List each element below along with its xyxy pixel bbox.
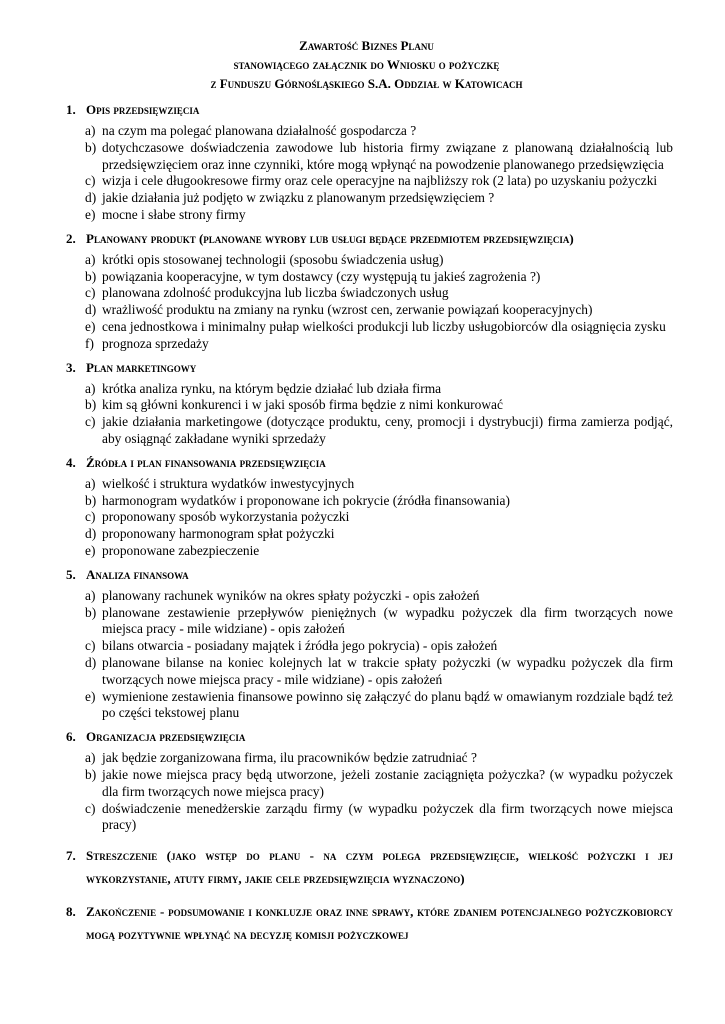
title-line-1: Zawartość Biznes Planu (299, 38, 434, 53)
title-line-2: stanowiącego załącznik do Wniosku o pożyczkę (233, 57, 500, 72)
list-item (85, 190, 673, 207)
list-item (85, 476, 673, 493)
item-text: powiązania kooperacyjne, w tym dostawcy (czy występują tu jakieś zagrożenia ?) (102, 268, 541, 284)
item-text: cena jednostkowa i minimalny pułap wielkości produkcji lub liczby usługobiorców dla osiągnięcia zysku (102, 318, 666, 334)
list-item (85, 381, 673, 398)
item-text: mocne i słabe strony firmy (102, 206, 246, 222)
list-item (85, 655, 673, 689)
item-letter: a) (85, 251, 96, 267)
section-heading (66, 454, 673, 471)
section-number: 5. (66, 566, 76, 582)
item-text: prognoza sprzedaży (102, 335, 209, 351)
item-letter: c) (85, 173, 96, 189)
item-letter: a) (85, 587, 96, 603)
document-title (60, 36, 673, 93)
item-text: planowany rachunek wyników na okres spłaty pożyczki - opis założeń (102, 587, 480, 603)
item-letter: a) (85, 750, 96, 766)
item-text: proponowane zabezpieczenie (102, 542, 260, 558)
section-heading (66, 230, 673, 247)
list-item (85, 689, 673, 723)
item-letter: b) (85, 766, 97, 782)
item-text: proponowany sposób wykorzystania pożyczki (102, 509, 350, 525)
item-text: krótki opis stosowanej technologii (sposobu świadczenia usług) (102, 251, 444, 267)
item-letter: e) (85, 542, 96, 558)
section-1 (66, 101, 673, 224)
item-text: jakie działania już podjęto w związku z planowanym przedsięwzięciem ? (102, 190, 495, 206)
list-item (85, 285, 673, 302)
section-number: 6. (66, 729, 76, 745)
list-item (85, 543, 673, 560)
item-letter: c) (85, 285, 96, 301)
item-letter: b) (85, 492, 97, 508)
item-letter: d) (85, 526, 97, 542)
section-title: Plan marketingowy (86, 359, 197, 375)
section-heading (66, 728, 673, 745)
list-item (85, 123, 673, 140)
item-text: proponowany harmonogram spłat pożyczki (102, 526, 335, 542)
item-text: wizja i cele długookresowe firmy oraz cele operacyjne na najbliższy rok (2 lata) po uzyskaniu pożyczki (102, 173, 658, 189)
list-item (85, 140, 673, 174)
item-text: wymienione zestawienia finansowe powinno się załączyć do planu bądź w omawianym rozdziale bądź też po części tekstowej planu (102, 688, 673, 721)
list-item (85, 252, 673, 269)
item-letter: a) (85, 380, 96, 396)
list-item (85, 414, 673, 448)
section-number: 3. (66, 359, 76, 375)
item-text: kim są główni konkurenci i w jaki sposób firma będzie z nimi konkurować (102, 397, 503, 413)
item-letter: d) (85, 654, 97, 670)
item-letter: c) (85, 509, 96, 525)
list-item (85, 493, 673, 510)
item-text: harmonogram wydatków i proponowane ich pokrycie (źródła finansowania) (102, 492, 510, 508)
item-text: planowana zdolność produkcyjna lub liczba świadczonych usług (102, 285, 449, 301)
section-heading (66, 900, 673, 946)
list-item (85, 750, 673, 767)
item-letter: a) (85, 475, 96, 491)
item-letter: b) (85, 139, 97, 155)
item-text: planowane zestawienie przepływów pieniężnych (w wypadku pożyczek dla firm tworzących nowe miejsca pracy - mile widziane) - opis założeń (102, 604, 673, 637)
section-number: 8. (66, 904, 76, 920)
item-letter: e) (85, 318, 96, 334)
section-items (85, 123, 673, 224)
section-title: Streszczenie (jako wstęp do planu - na czym polega przedsięwzięcie, wielkość pożyczki i jej wykorzystanie, atuty firmy, jakie cele przedsięwzięcia wyznaczono) (86, 848, 673, 887)
list-item (85, 397, 673, 414)
section-title: Analiza finansowa (86, 566, 189, 582)
item-letter: d) (85, 190, 97, 206)
section-8 (66, 900, 673, 946)
sections-list (66, 101, 673, 946)
list-item (85, 269, 673, 286)
item-text: bilans otwarcia - posiadany majątek i źródła jego pokrycia) - opis założeń (102, 638, 498, 654)
list-item (85, 173, 673, 190)
section-items (85, 252, 673, 353)
item-letter: f) (85, 335, 94, 351)
item-letter: b) (85, 397, 97, 413)
section-3 (66, 359, 673, 448)
item-text: wielkość i struktura wydatków inwestycyjnych (102, 475, 355, 491)
section-items (85, 588, 673, 722)
title-line-3: z Funduszu Górnośląskiego S.A. Oddział w Katowicach (210, 76, 523, 91)
item-letter: c) (85, 638, 96, 654)
section-number: 2. (66, 230, 76, 246)
list-item (85, 767, 673, 801)
list-item (85, 509, 673, 526)
item-text: jakie nowe miejsca pracy będą utworzone, jeżeli zostanie zaciągnięta pożyczka? (w wypadku pożyczek dla firm tworzących nowe miejsca pracy) (102, 766, 673, 799)
section-title: Opis przedsięwzięcia (86, 102, 200, 117)
section-number: 7. (66, 848, 76, 864)
item-text: wrażliwość produktu na zmiany na rynku (wzrost cen, zerwanie powiązań kooperacyjnych) (102, 302, 593, 318)
section-title: Zakończenie - podsumowanie i konkluzje oraz inne sprawy, które zdaniem potencjalnego pożyczkobiorcy mogą pozytywnie wpłynąć na decyzję komisji pożyczkowej (86, 904, 673, 943)
item-letter: c) (85, 800, 96, 816)
section-number: 4. (66, 454, 76, 470)
list-item (85, 319, 673, 336)
item-letter: e) (85, 206, 96, 222)
item-text: jak będzie zorganizowana firma, ilu pracowników będzie zatrudniać ? (102, 750, 477, 766)
section-number: 1. (66, 102, 76, 117)
list-item (85, 526, 673, 543)
section-heading (66, 844, 673, 890)
item-text: dotychczasowe doświadczenia zawodowe lub historia firmy związane z planowaną działalnością lub przedsięwzięciem oraz inne czynniki, które mogą wpłynąć na powodzenie planowanego przedsięwzięcia (102, 139, 673, 172)
section-4 (66, 454, 673, 560)
item-letter: e) (85, 688, 96, 704)
list-item (85, 638, 673, 655)
list-item (85, 605, 673, 639)
item-text: jakie działania marketingowe (dotyczące produktu, ceny, promocji i dystrybucji) firma zamierza podjąć, aby osiągnąć zakładane wyniki sprzedaży (102, 414, 673, 446)
section-6 (66, 728, 673, 834)
item-letter: a) (85, 123, 96, 138)
list-item (85, 588, 673, 605)
item-text: planowane bilanse na koniec kolejnych lat w trakcie spłaty pożyczki (w wypadku pożyczek dla firm tworzących nowe miejsca pracy - mile widziane) - opis założeń (102, 654, 673, 687)
list-item (85, 302, 673, 319)
item-letter: d) (85, 302, 97, 318)
list-item (85, 801, 673, 835)
section-heading (66, 101, 673, 118)
section-items (85, 381, 673, 448)
item-letter: c) (85, 414, 96, 430)
item-text: krótka analiza rynku, na którym będzie działać lub działa firma (102, 380, 442, 396)
section-title: Organizacja przedsięwzięcia (86, 729, 246, 745)
section-5 (66, 566, 673, 722)
list-item (85, 207, 673, 224)
section-title: Źródła i plan finansowania przedsięwzięcia (86, 454, 326, 470)
item-letter: b) (85, 604, 97, 620)
item-text: na czym ma polegać planowana działalność gospodarcza ? (102, 123, 417, 138)
item-text: doświadczenie menedżerskie zarządu firmy (w wypadku pożyczek dla firm tworzących nowe miejsca pracy) (102, 800, 673, 833)
section-items (85, 476, 673, 560)
section-heading (66, 566, 673, 583)
item-letter: b) (85, 268, 97, 284)
section-heading (66, 359, 673, 376)
section-7 (66, 844, 673, 890)
section-title: Planowany produkt (planowane wyroby lub usługi będące przedmiotem przedsięwzięcia) (86, 230, 574, 246)
section-items (85, 750, 673, 834)
list-item (85, 336, 673, 353)
section-2 (66, 230, 673, 353)
